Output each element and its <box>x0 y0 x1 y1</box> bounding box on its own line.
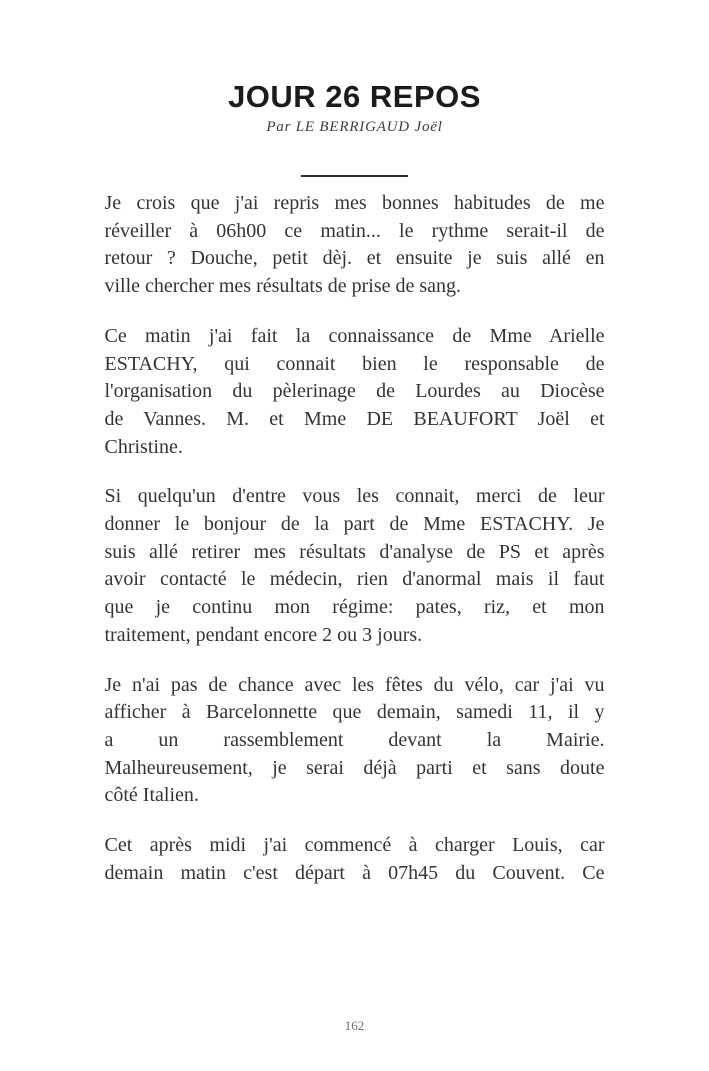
paragraph <box>105 832 605 887</box>
text-line: Cet après midi j'ai commencé à charger Louis, car <box>104 834 605 857</box>
page-title: JOUR 26 REPOS <box>228 79 481 114</box>
text-line: Je crois que j'ai repris mes bonnes habitudes de me <box>104 192 605 214</box>
article <box>105 190 605 887</box>
text-line: Malheureusement, je serai déjà parti et sans doute <box>104 756 605 779</box>
text-line: retour ? Douche, petit dèj. et ensuite je suis allé en <box>104 247 605 270</box>
text-line: afficher à Barcelonnette que demain, samedi 11, il y <box>104 701 605 724</box>
paragraph <box>105 483 605 649</box>
text-line: avoir contacté le médecin, rien d'anormal mais il faut <box>104 568 605 591</box>
paragraph <box>105 190 605 301</box>
text-line: l'organisation du pèlerinage de Lourdes au Diocèse <box>104 380 605 403</box>
text-line: que je continu mon régime: pates, riz, et mon <box>104 596 605 619</box>
text-line: suis allé retirer mes résultats d'analyse de PS et après <box>104 540 605 563</box>
document-page <box>105 79 605 887</box>
text-line: Ce matin j'ai fait la connaissance de Mme Arielle <box>104 324 605 347</box>
text-line: ville chercher mes résultats de prise de sang. <box>104 275 462 298</box>
paragraph <box>105 323 605 462</box>
text-line: ESTACHY, qui connait bien le responsable de <box>104 352 605 375</box>
text-line: Si quelqu'un d'entre vous les connait, merci de leur <box>104 485 605 508</box>
paragraph <box>105 672 605 811</box>
page-number: 162 <box>344 1018 365 1033</box>
text-line: a un rassemblement devant la Mairie. <box>104 728 605 751</box>
byline: Par LE BERRIGAUD Joël <box>266 119 443 135</box>
text-line: traitement, pendant encore 2 ou 3 jours. <box>104 623 423 646</box>
section-divider <box>301 175 408 177</box>
text-line: Je n'ai pas de chance avec les fêtes du vélo, car j'ai vu <box>104 673 605 696</box>
text-line: réveiller à 06h00 ce matin... le rythme serait-il de <box>104 219 605 242</box>
text-line: donner le bonjour de la part de Mme ESTACHY. Je <box>104 513 605 536</box>
text-line: de Vannes. M. et Mme DE BEAUFORT Joël et <box>104 407 605 430</box>
text-line: Christine. <box>104 435 183 458</box>
text-line: demain matin c'est départ à 07h45 du Couvent. Ce <box>104 861 605 884</box>
text-line: côté Italien. <box>104 784 199 807</box>
